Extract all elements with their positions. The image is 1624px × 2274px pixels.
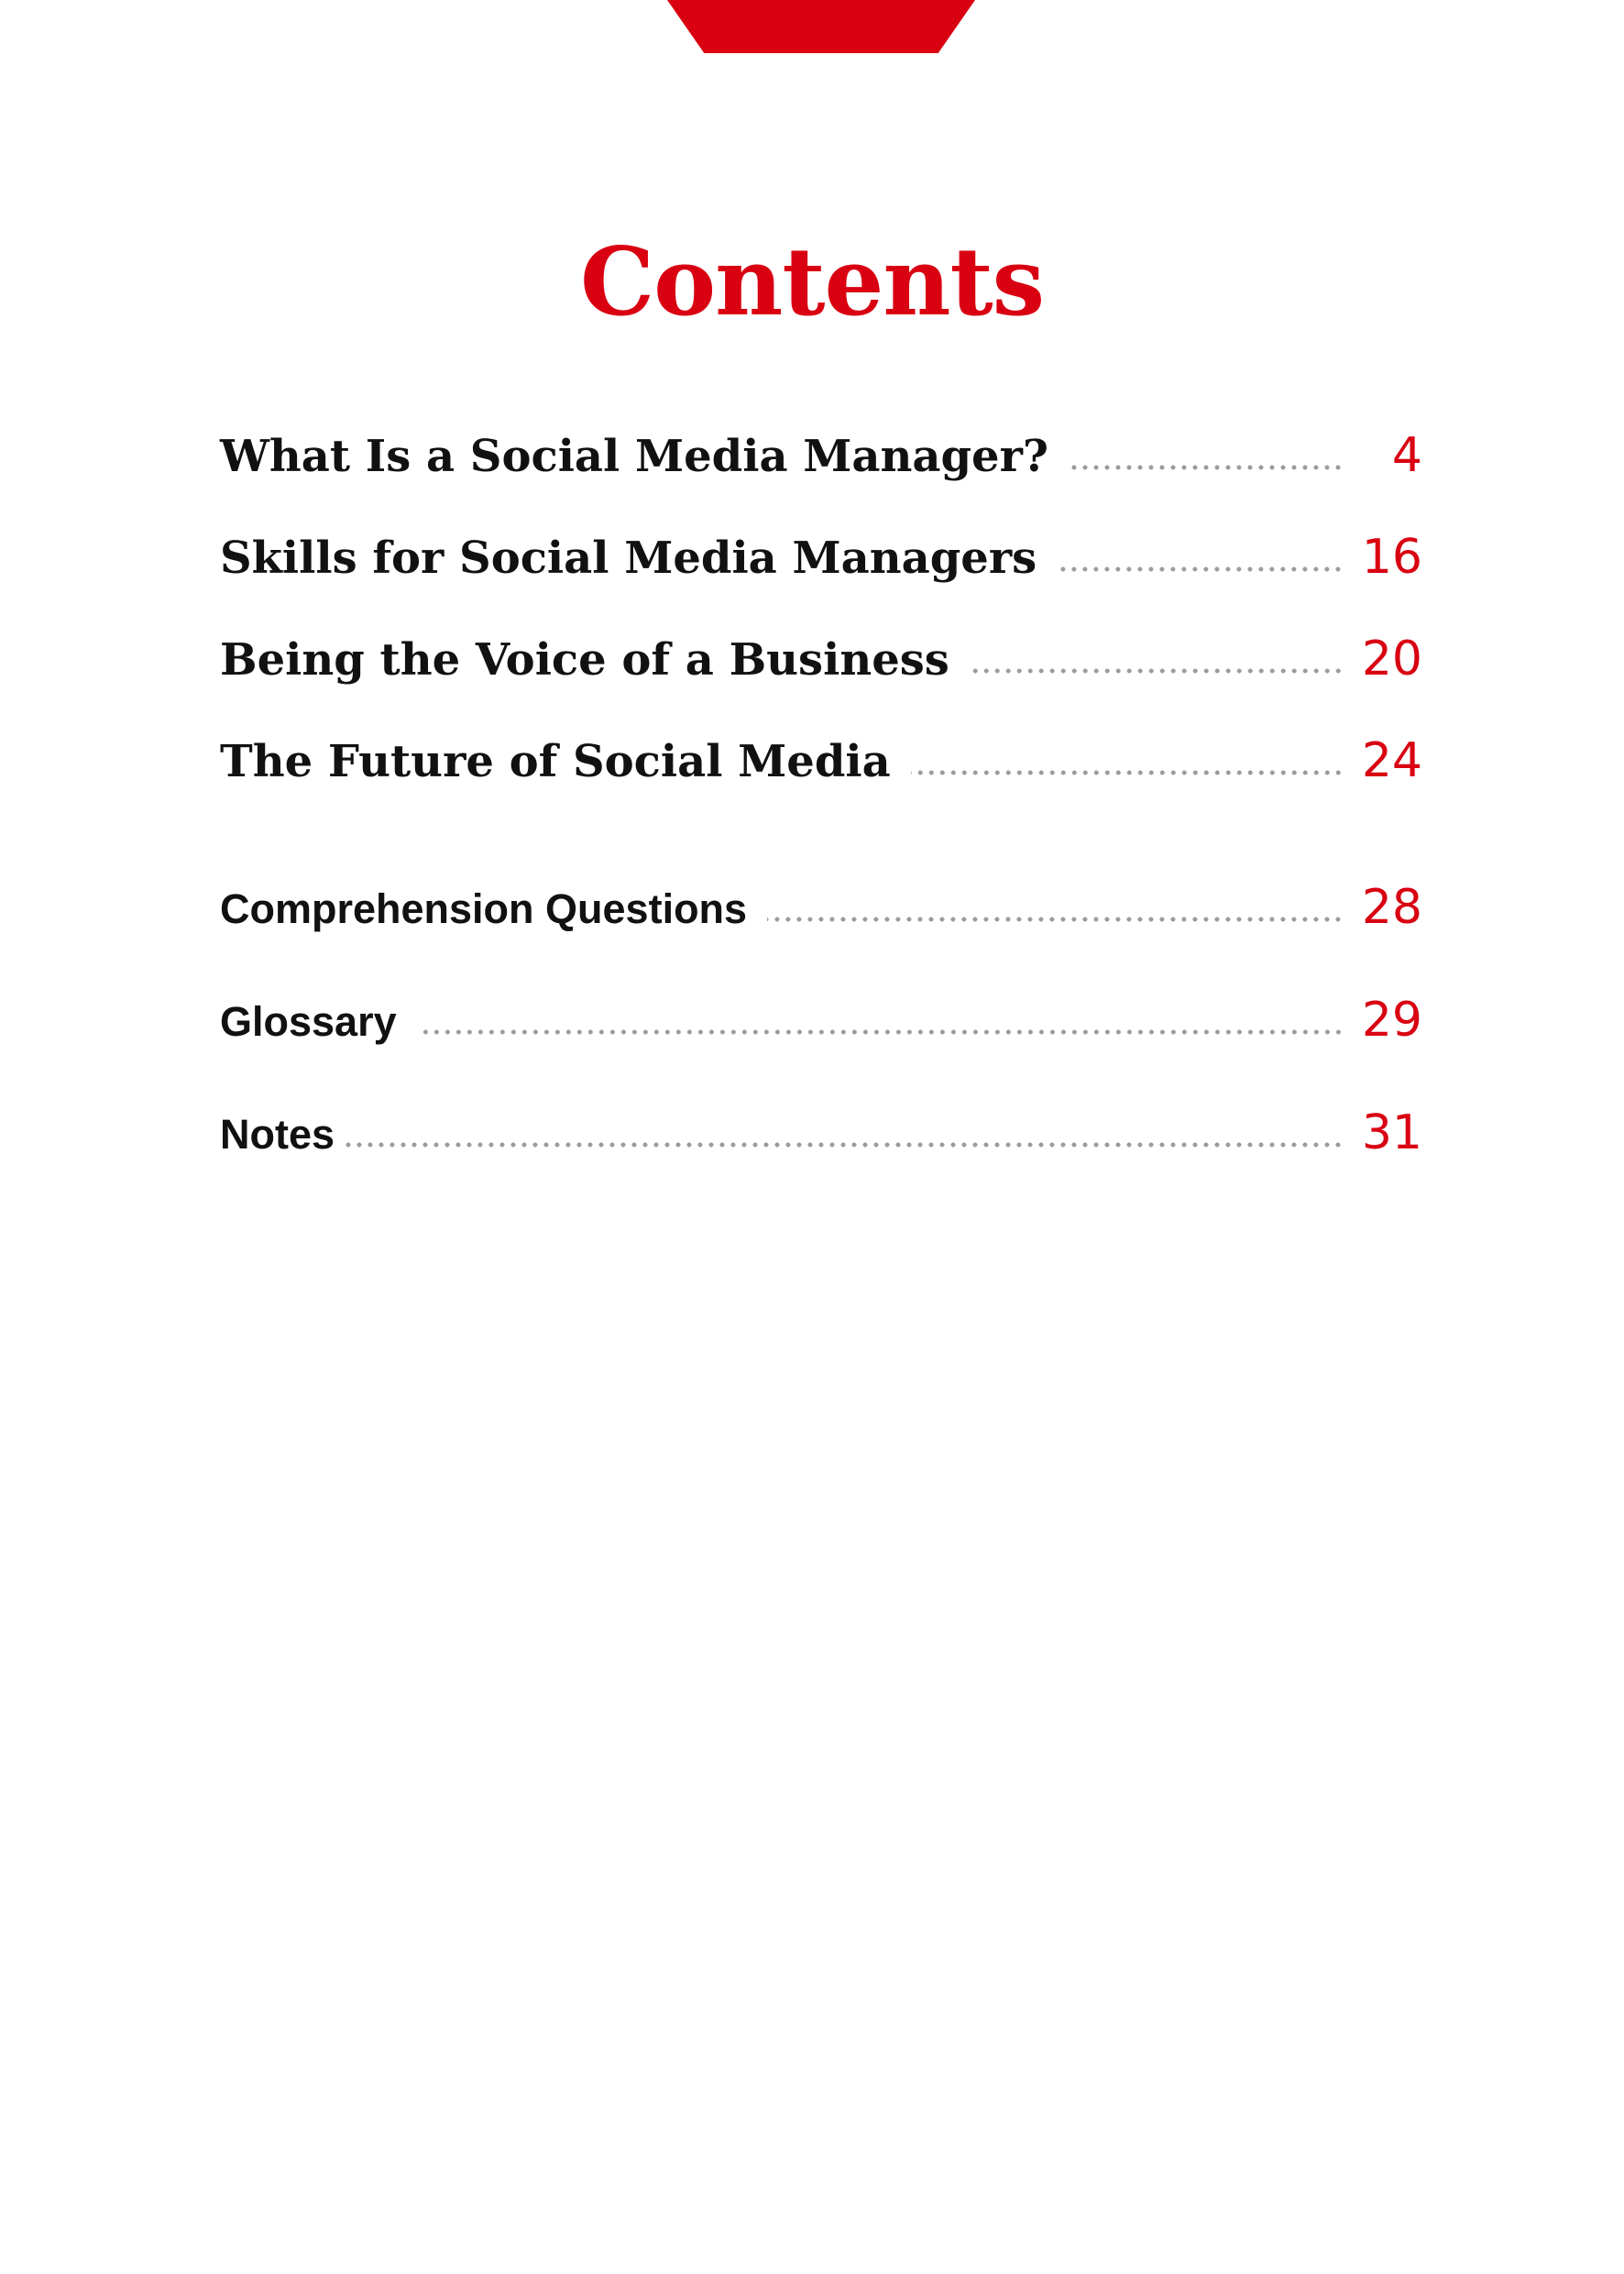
toc-entry-label: Comprehension Questions [220,885,748,932]
toc-entry[interactable] [220,530,1422,594]
toc-page-number: 4 [1391,428,1422,483]
toc-entry-label: Notes [220,1111,335,1158]
toc-entry-label: What Is a Social Media Manager? [220,431,1049,482]
toc-entry-label: Being the Voice of a Business [220,634,949,686]
toc-entry[interactable] [220,993,1422,1057]
toc-dot-leader [767,917,1344,922]
toc-dot-leader [970,668,1344,674]
toc-page-number: 28 [1361,880,1422,935]
toc-page-number: 31 [1361,1105,1422,1160]
toc-entry[interactable] [220,733,1422,797]
toc-entry-label: Skills for Social Media Managers [220,533,1037,584]
toc-entry-label: Glossary [220,998,397,1045]
toc-entry[interactable] [220,632,1422,696]
decorative-top-tab [667,0,975,53]
toc-dot-leader [1069,465,1344,470]
toc-page-number: 24 [1361,733,1422,788]
toc-dot-leader [1057,566,1344,572]
toc-entry[interactable] [220,428,1422,492]
toc-dot-leader [417,1029,1344,1035]
toc-dot-leader [340,1142,1344,1148]
page-title: Contents [579,227,1045,337]
toc-page-number: 16 [1361,530,1422,585]
toc-entry[interactable] [220,880,1422,944]
toc-entry[interactable] [220,1105,1422,1170]
toc-page-number: 29 [1361,993,1422,1048]
toc-entry-label: The Future of Social Media [220,736,891,787]
toc-dot-leader [911,770,1344,775]
toc-page-number: 20 [1361,632,1422,687]
